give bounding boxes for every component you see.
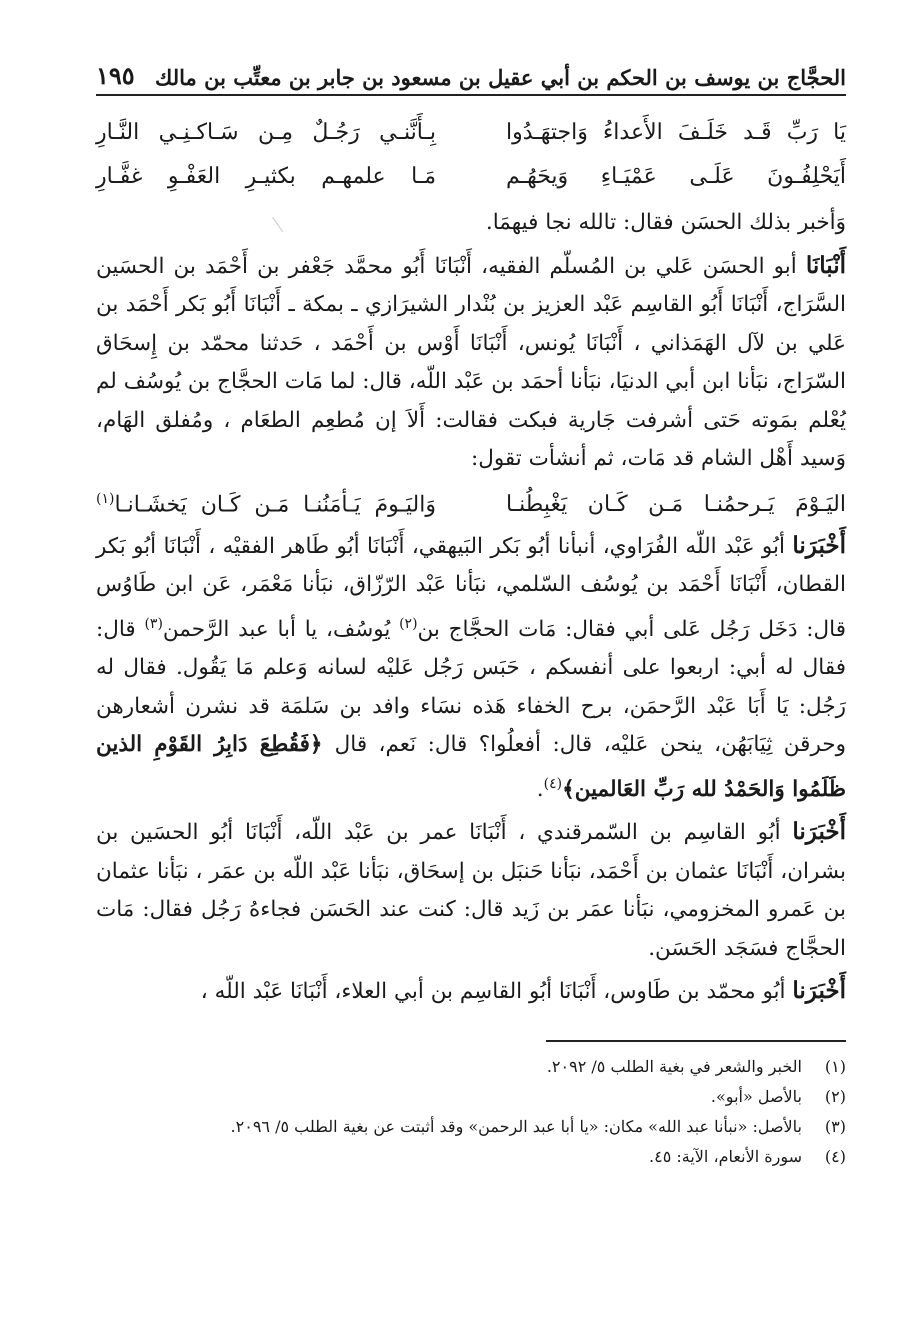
footnote-ref: (٤) <box>543 775 563 792</box>
footnote <box>96 1142 846 1172</box>
footnote-ref: (٢) <box>399 615 418 632</box>
isnad-lead-word: أَخْبَرَنا <box>792 531 846 559</box>
paragraph: أَخْبَرَنا أبُو عَبْد اللّه الفُرَاوي، أنبأنا أبُو بَكر البَيهقي، أَنْبَانَا أبُو طَاهر الفقيْه ، أَنْبَانَا أبُو بَكر القطان، أَنْبَانَا أَحْمَد بن يُوسُف السّلمي، نبَأنا عَبْد الرّزّاق، نبَأنا مَعْمَر، عَن ابن طَاوُس قال: دَخَل رَجُل عَلى أبي فقال: مَات الحجَّاج بن$^{(٢)}$ يُوسُف، يا أبا عبد الرَّحمن$^{(٣)}$ قال: فقال له أبي: اربعوا على أنفسكم ، حَبَس رَجُل عَليْه لسانه وَعلم مَا يَقُول. فقال له رَجُل: يَا أَبَا عَبْد الرَّحمَن، برح الخفاء هَذه نسَاء وافد بن سَلمَة قد نشرن أشعارهن وحرقن ثِيَابَهُن، ينحن عَليْه، قال: أفعلُوا؟ قال: نَعم، قال ﴿فَقُطِعَ دَابِرُ القَوْمِ الذين ظَلَمُوا وَالحَمْدُ لله رَبِّ العَالمين﴾$^{(٤)}$. <box>96 531 847 802</box>
paragraph-text: أبُو عَبْد اللّه الفُرَاوي، أنبأنا أبُو بَكر البَيهقي، أَنْبَانَا أبُو طَاهر الفقيْه ، أَنْبَانَا أبُو بَكر القطان، أَنْبَانَا أَحْمَد بن يُوسُف السّلمي، نبَأنا عَبْد الرّزّاق، نبَأنا مَعْمَر، عَن ابن طَاوُس قال: دَخَل رَجُل عَلى أبي فقال: مَات الحجَّاج بن <box>96 533 847 642</box>
paragraph <box>96 247 846 479</box>
verse-first-hemistich: يَا رَبِّ قَـد خَلَـفَ الأَعداءُ وَاجتهَـدُوا <box>506 119 846 145</box>
verse-second-hemistich: وَاليَـومَ يَـأمَنُنـا مَـن كَـان يَخشَـانـا$^{(١)}$ <box>96 491 436 518</box>
paragraph <box>96 813 846 968</box>
footnote-number: (١) <box>824 1056 846 1076</box>
isnad-lead-word: أَخْبَرَنا <box>792 977 846 1005</box>
footnote-number: (٤) <box>824 1146 846 1166</box>
footnote <box>96 1082 846 1112</box>
verse-first-hemistich: اليَـوْمَ يَـرحمُنـا مَـن كَـان يَغْبِطُنـا <box>506 492 846 517</box>
footnote-number: (٢) <box>824 1086 846 1106</box>
isnad-lead-word: أَخْبَرَنا <box>792 818 846 846</box>
verse-line <box>96 154 846 198</box>
footnote-ref: (٣) <box>144 615 163 632</box>
footnote-text: سورة الأنعام، الآية: ٤٥. <box>649 1146 802 1166</box>
footnote-number: (٣) <box>824 1116 846 1136</box>
paragraph-text: أبُو محمّد بن طَاوس، أَنْبَانَا أبُو القاسِم بن أبي العلاء، أَنْبَانَا عَبْد اللّه ، <box>200 979 793 1005</box>
quran-quote: ﴿فَقُطِعَ دَابِرُ القَوْمِ الذين ظَلَمُوا وَالحَمْدُ لله رَبِّ العَالمين﴾ <box>96 732 846 802</box>
footnote-text: بالأصل: «نبأنا عبد الله» مكان: «يا أبا عبد الرحمن» وقد أثبتت عن بغية الطلب ٥/ ٢٠٩٦. <box>230 1116 802 1136</box>
verse-line <box>96 110 846 154</box>
footnote-ref: (١) <box>96 491 115 508</box>
verse-first-hemistich: أَيَحْلِفُـونَ عَلَـى عَمْيَـاءِ وَيحَهُـم <box>506 163 846 189</box>
verse-second-hemistich: مَـا علمهـم بكثيـرِ العَفْـوِ غفَّـارِ <box>96 163 436 189</box>
footnote-text: الخبر والشعر في بغية الطلب ٥/ ٢٠٩٢. <box>546 1056 802 1076</box>
paragraph-text: أبو الحسَن عَلي بن المُسلّم الفقيه، أَنْبَانَا أَبُو محمَّد جَعْفر بن أَحْمَد بن الحسَين السَّرَاج، أَنْبَانَا أَبُو القاسِم عَبْد العزيز بن بُنْدار الشيرَازي ـ بمكة ـ أَنْبَانَا أَبُو بَكر أَحْمَد بن عَلي بن لآل الهَمَذاني ، أَنْبَانَا يُونس، أَنْبَانَا أَوْس بن أَحْمَد ، حَدثنا محمّد بن إِسحَاق السّرَاج، نبَأنا ابن أبي الدنيَا، نبَأنا أحمَد بن عَبْد اللّه، قال: لما مَات الحجَّاج بن يُوسُف لم يُعْلم بمَوته حَتى أشرفت جَارية فبكت فقالت: أَلاَ إن مُطعِم الطعَام ، ومُفلق الهَام، وَسيد أَهْل الشام قد مَات، ثم أنشأت تقول: <box>96 253 846 471</box>
footnotes <box>96 1052 846 1172</box>
running-title: الحجَّاج بن يوسف بن الحكم بن أبي عقيل بن مسعود بن جابر بن معتِّب بن مالك <box>155 65 846 90</box>
footnote <box>96 1112 846 1142</box>
footnote-text: بالأصل «أبو». <box>710 1086 802 1106</box>
paragraph-text: وَأخبر بذلك الحسَن فقال: تالله نجا فيهمَا. <box>485 210 846 235</box>
verse-line <box>96 483 846 527</box>
footnote <box>96 1052 846 1082</box>
paragraph-text: قال: فقال له أبي: اربعوا على أنفسكم ، حَبَس رَجُل عَليْه لسانه وَعلم مَا يَقُول. فقال له رَجُل: يَا أَبَا عَبْد الرَّحمَن، برح الخفاء هَذه نسَاء وافد بن سَلمَة قد نشرن أشعارهن وحرقن ثِيَابَهُن، ينحن عَليْه، قال: أفعلُوا؟ قال: نَعم، قال <box>96 616 846 758</box>
footnote-divider <box>546 1040 846 1042</box>
page-number: ١٩٥ <box>96 61 135 90</box>
paragraph-text: أبُو القاسِم بن السّمرقندي ، أَنْبَانَا عمر بن عَبْد اللّه، أَنْبَانَا أبُو الحسَين بن بشران، أَنْبَانَا عثمان بن أَحْمَد، نبَأنا حَنبَل بن إسحَاق، نبَأنا عَبْد اللّه بن عمَر ، نبَأنا عثمان بن عَمرو المخزومي، نبَأنا عمَر بن زَيد قال: كنت عند الحَسَن فجاءهُ رَجُل فقال: مَات الحجَّاج فسَجَد الحَسَن. <box>96 820 846 961</box>
verse-second-hemistich: بِـأَنَّنـي رَجُـلٌ مِـن سَـاكـنِـي النَّـارِ <box>96 119 436 145</box>
paragraph <box>96 204 846 243</box>
poem-block <box>96 110 846 198</box>
book-page <box>96 54 846 1172</box>
paragraph-text: يُوسُف، يا أبا عبد الرَّحمن <box>162 616 400 642</box>
page-header <box>96 54 846 96</box>
isnad-lead-word: أَنْبَانَا <box>805 251 847 279</box>
paragraph <box>96 972 846 1012</box>
